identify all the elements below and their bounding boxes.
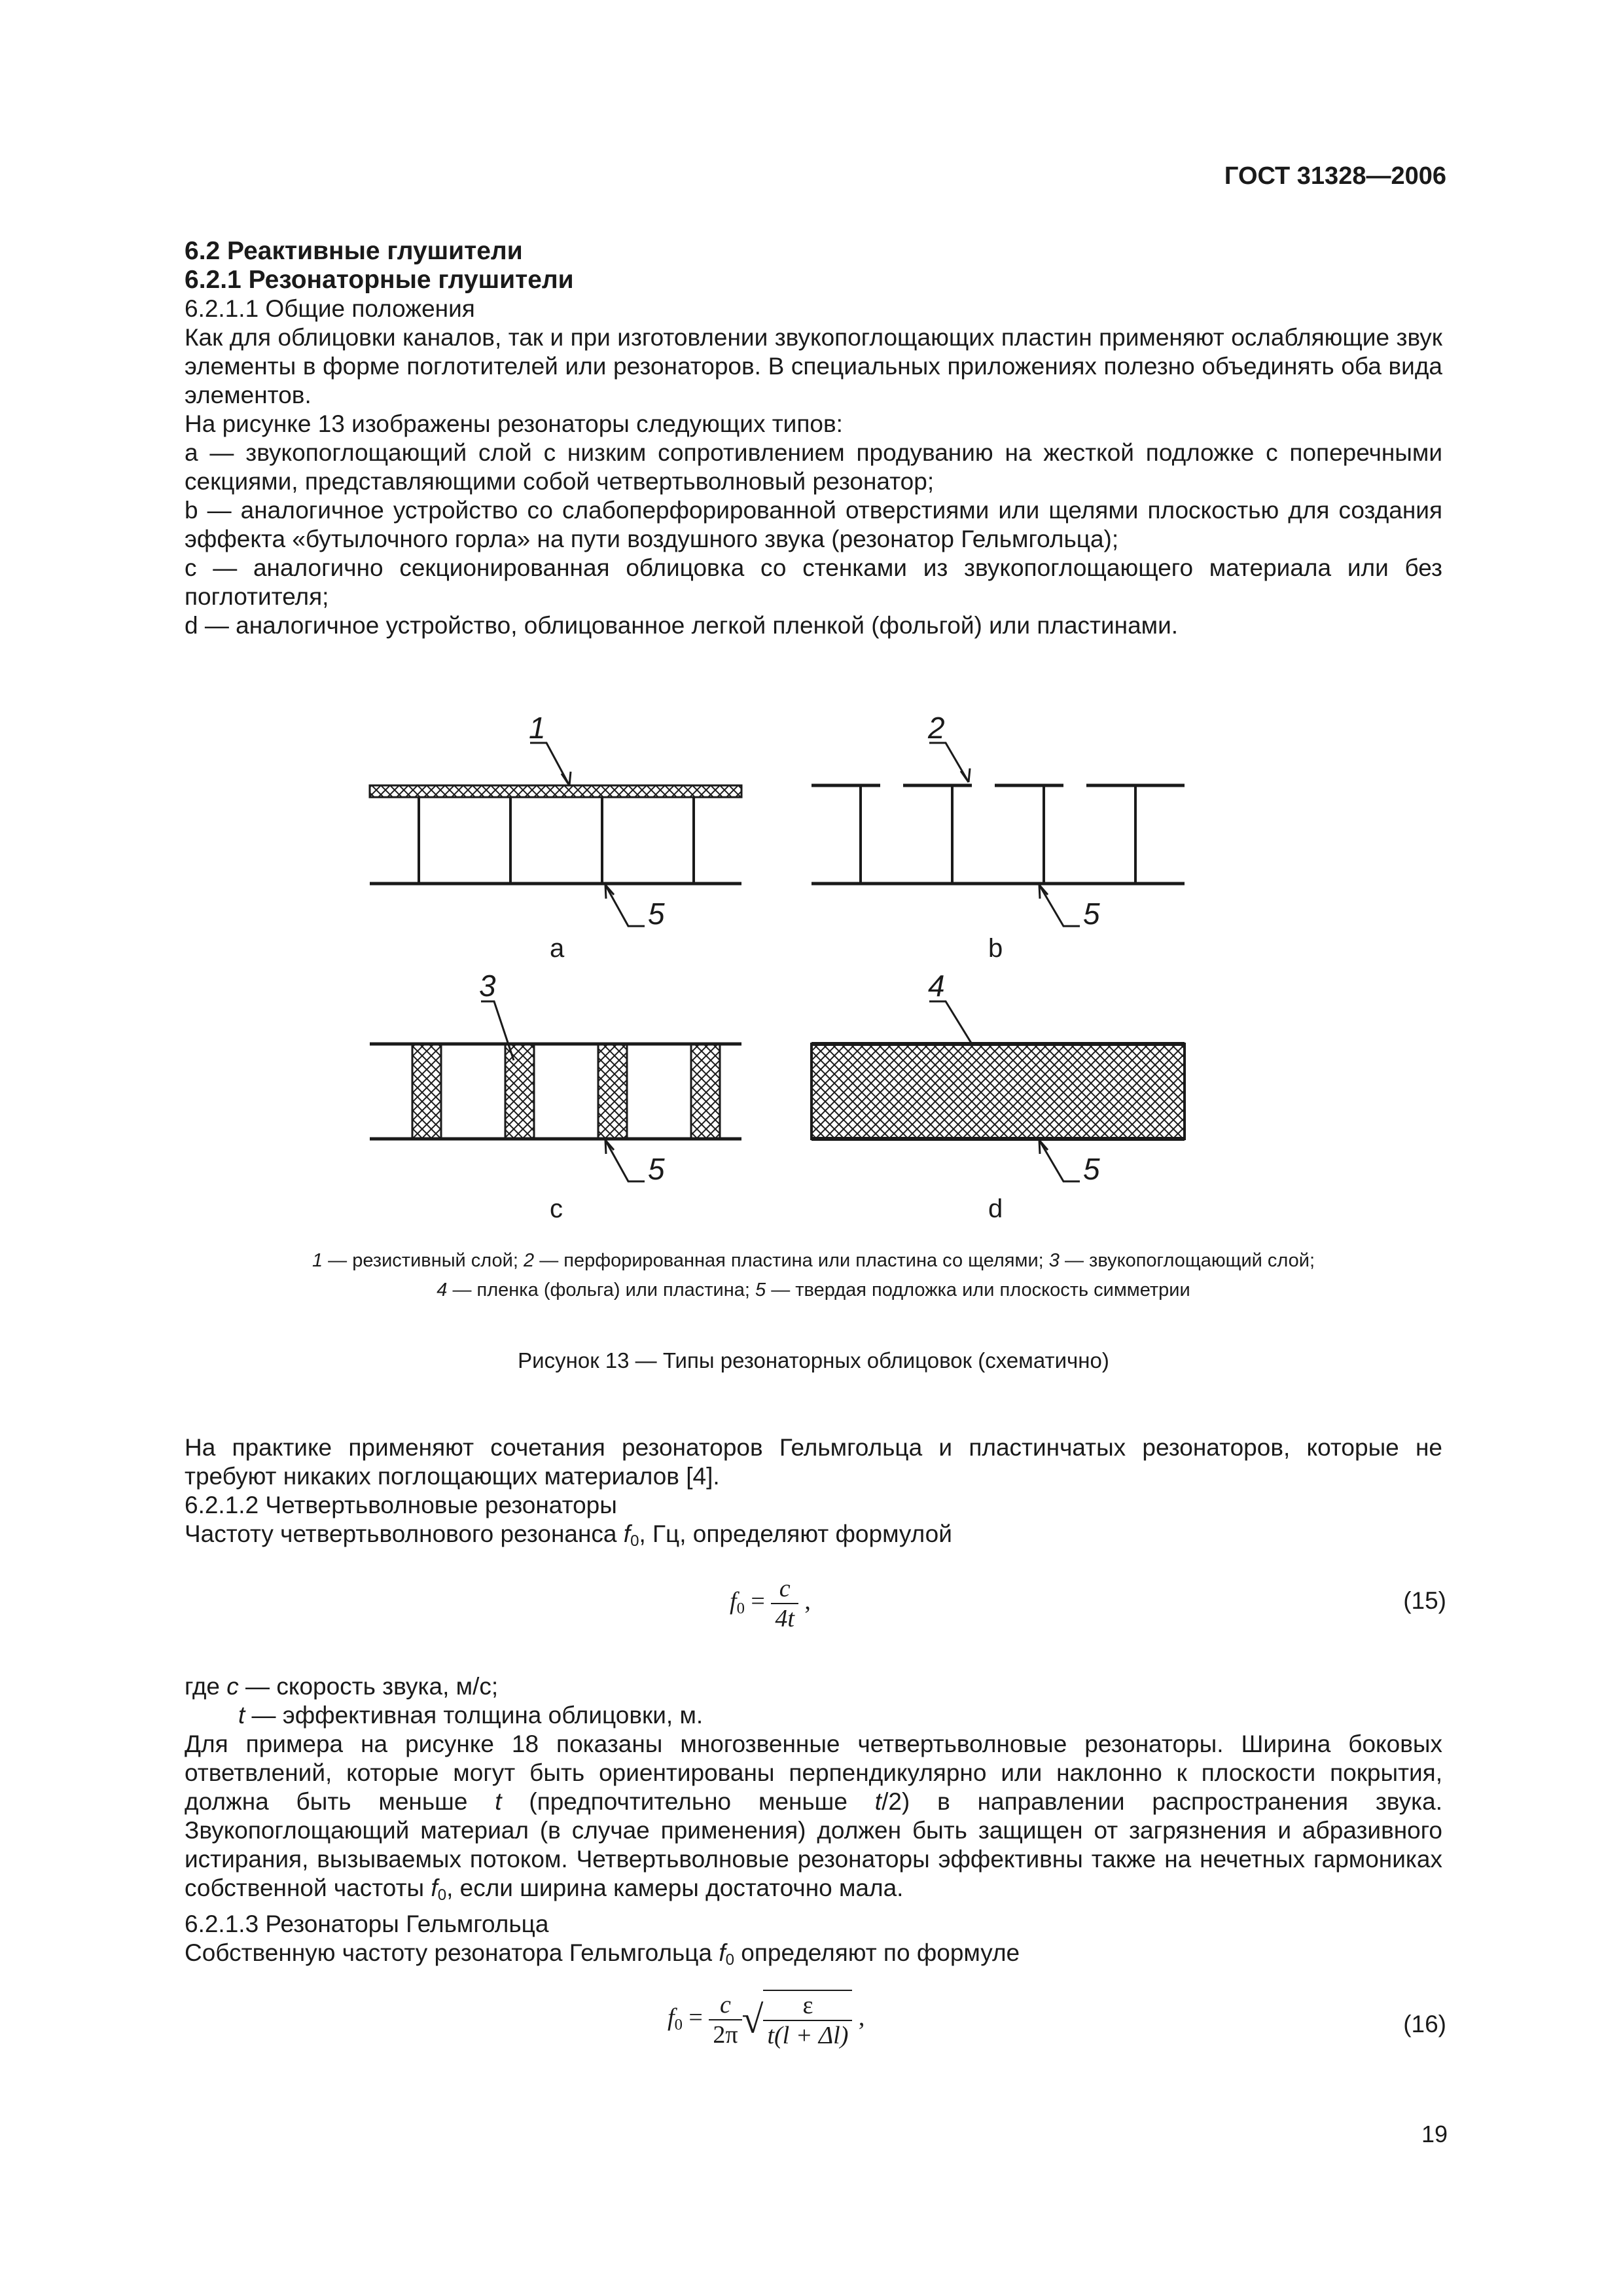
legend-key: 4: [437, 1280, 448, 1300]
where-line-t: [185, 1701, 1442, 1730]
fraction: [771, 1574, 798, 1633]
paragraph: На практике применяют сочетания резонаторов Гельмгольца и пластинчатых резонаторов, которые не требуют никаких поглощающих материалов [4].: [185, 1434, 1442, 1490]
symbol-f: f: [623, 1520, 631, 1547]
panel-b-drawing: [812, 743, 1185, 926]
text: Для примера на рисунке 18 показаны многозвенные четвертьволновые резонаторы. Ширина боковых ответвлений, которые могут быть ориентированы перпендикулярно или наклонно к плоскости покрытия, должна быть меньше: [185, 1731, 1442, 1815]
text: — эффективная толщина облицовки, м.: [245, 1702, 704, 1729]
legend-text: — звукопоглощающий слой;: [1059, 1250, 1315, 1271]
text: , если ширина камеры достаточно мала.: [446, 1874, 904, 1901]
paragraph-intro-eq15: [185, 1520, 1442, 1556]
legend-text: — перфорированная пластина или пластина со щелями;: [534, 1250, 1049, 1271]
symbol-t: t: [495, 1788, 502, 1815]
equation-number-15: (15): [1403, 1587, 1446, 1614]
panel-d-drawing: [812, 1001, 1185, 1181]
equation-16: [668, 1990, 865, 2050]
figure-legend-line-1: [185, 1247, 1442, 1274]
figure-label-1: 1: [529, 711, 546, 745]
section-heading-6-2: 6.2 Реактивные глушители: [185, 237, 523, 265]
numerator: ε: [763, 1991, 852, 2021]
figure-label-4: 4: [928, 969, 945, 1003]
text: — скорость звука, м/с;: [238, 1673, 499, 1700]
section-heading-6-2-1-3: 6.2.1.3 Резонаторы Гельмгольца: [185, 1910, 549, 1937]
symbol-f: f: [719, 1939, 726, 1966]
figure-label-5b: 5: [1083, 897, 1100, 931]
symbol-t: t: [874, 1788, 882, 1815]
eq-tail: ,: [798, 1587, 811, 1615]
text: (предпочтительно меньше: [501, 1788, 875, 1815]
figure-label-5d: 5: [1083, 1152, 1100, 1186]
eq-sign: =: [744, 1587, 772, 1615]
legend-text: — твердая подложка или плоскость симметрии: [766, 1280, 1190, 1300]
radical-sign-icon: √: [741, 1998, 764, 2041]
section-heading-6-2-1: 6.2.1 Резонаторные глушители: [185, 266, 574, 294]
legend-text: — резистивный слой;: [323, 1250, 524, 1271]
where-line-c: [185, 1672, 1442, 1701]
text-block-middle: [185, 1433, 1442, 1556]
eq-tail: ,: [852, 2003, 865, 2032]
panel-label-d: d: [988, 1194, 1003, 1223]
symbol-c: c: [226, 1673, 239, 1700]
symbol-f: f: [431, 1874, 438, 1901]
section-heading-6-2-1-1: 6.2.1.1 Общие положения: [185, 295, 475, 322]
equation-15: [730, 1574, 811, 1633]
eq-sub: 0: [674, 2015, 683, 2034]
text: , Гц, определяют формулой: [639, 1520, 952, 1547]
figure-label-2: 2: [928, 711, 945, 745]
text: определяют по формуле: [734, 1939, 1020, 1966]
section-heading-6-2-1-2: 6.2.1.2 Четвертьволновые резонаторы: [185, 1492, 617, 1518]
symbol-t: t: [238, 1702, 245, 1729]
panel-label-a: a: [550, 934, 565, 963]
list-item-a: a — звукопоглощающий слой с низким сопротивлением продуванию на жесткой подложке с поперечными секциями, представляющими собой четвертьволновый резонатор;: [185, 439, 1442, 495]
fraction: [709, 1990, 741, 2049]
eq-sub: 0: [736, 1599, 745, 1617]
denominator: 4t: [775, 1605, 794, 1632]
figure-legend-line-2: [185, 1276, 1442, 1304]
figure-label-5c: 5: [648, 1152, 665, 1186]
legend-key: 5: [755, 1280, 766, 1300]
legend-key: 2: [524, 1250, 535, 1271]
text: Собственную частоту резонатора Гельмгольца: [185, 1939, 719, 1966]
list-item-b: b — аналогичное устройство со слабоперфорированной отверстиями или щелями плоскостью для создания эффекта «бутылочного горла» на пути воздушного звука (резонатор Гельмгольца);: [185, 497, 1442, 552]
subscript: 0: [725, 1951, 734, 1969]
text-block-lower: [185, 1672, 1442, 1975]
paragraph-fig18: [185, 1730, 1442, 1910]
panel-a-drawing: [370, 743, 741, 926]
figure-13-diagram: [353, 694, 1270, 1244]
text: где: [185, 1673, 227, 1700]
numerator: c: [771, 1574, 798, 1604]
paragraph: Как для облицовки каналов, так и при изготовлении звукопоглощающих пластин применяют ослабляющие звук элементы в форме поглотителей или резонаторов. В специальных приложениях полезно объединять оба вида элементов.: [185, 324, 1442, 408]
panel-c-drawing: [370, 1001, 741, 1181]
paragraph: На рисунке 13 изображены резонаторы следующих типов:: [185, 410, 843, 437]
panel-label-b: b: [988, 934, 1003, 963]
eq-lhs: f: [668, 2003, 675, 2032]
list-item-c: c — аналогично секционированная облицовка со стенками из звукопоглощающего материала или без поглотителя;: [185, 554, 1442, 610]
panel-label-c: c: [550, 1194, 563, 1223]
denominator: 2π: [713, 2021, 738, 2049]
text-block-top: [185, 237, 1442, 640]
equation-number-16: (16): [1403, 2011, 1446, 2037]
list-item-d: d — аналогичное устройство, облицованное легкой пленкой (фольгой) или пластинами.: [185, 612, 1179, 639]
figure-label-3: 3: [479, 969, 496, 1003]
radical-fraction: [763, 1990, 852, 2050]
text: /2) в направлении распространения звука. Звукопоглощающий материал (в случае применения) должен быть защищен от загрязнения и абразивного истирания, вызываемых потоком. Четвертьволновые резонаторы эффективны также на нечетных гармониках собственной частоты: [185, 1788, 1443, 1901]
eq-lhs: f: [730, 1587, 737, 1615]
eq-sign: =: [682, 2003, 709, 2032]
denominator: t(l + Δl): [767, 2022, 849, 2049]
legend-text: — пленка (фольга) или пластина;: [447, 1280, 756, 1300]
document-code: ГОСТ 31328—2006: [1224, 162, 1446, 190]
numerator: c: [709, 1990, 741, 2020]
figure-label-5a: 5: [648, 897, 665, 931]
subscript: 0: [630, 1532, 639, 1550]
legend-key: 3: [1048, 1250, 1060, 1271]
paragraph-intro-eq16: [185, 1939, 1442, 1975]
subscript: 0: [437, 1886, 447, 1904]
figure-title: Рисунок 13 — Типы резонаторных облицовок (схематично): [518, 1348, 1109, 1372]
text: Частоту четвертьволнового резонанса: [185, 1520, 624, 1547]
page-number: 19: [1421, 2121, 1448, 2147]
legend-key: 1: [312, 1250, 323, 1271]
